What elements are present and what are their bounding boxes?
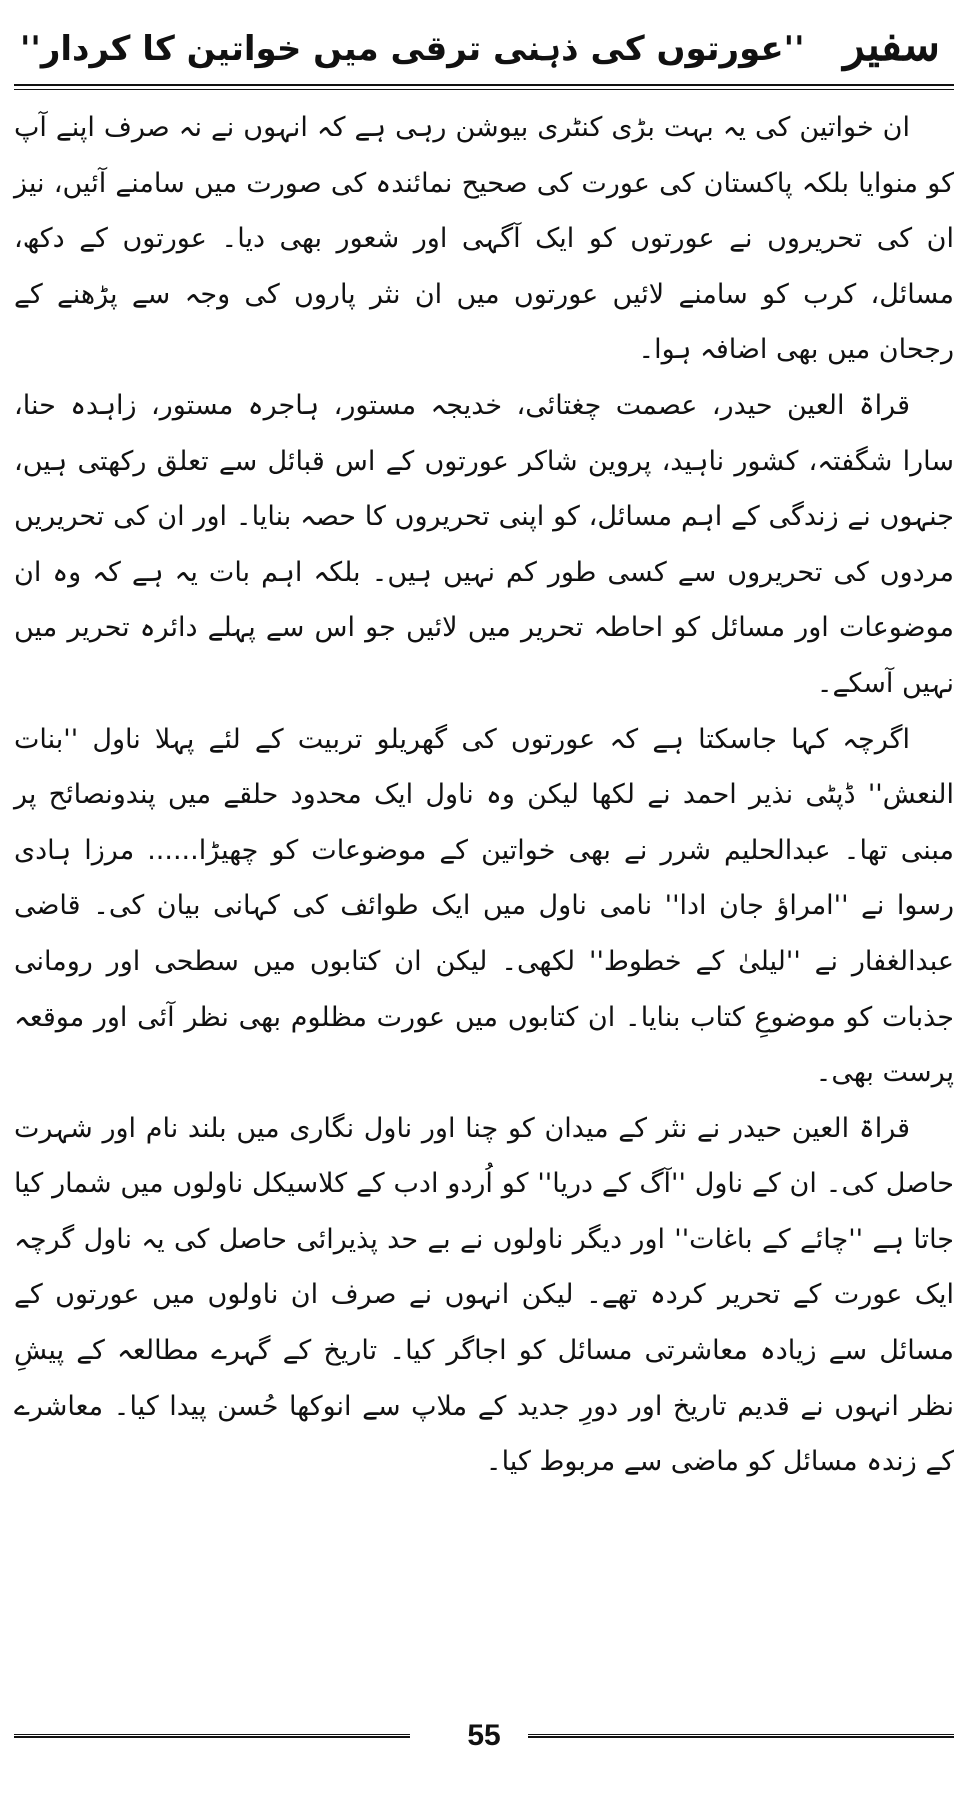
section-title: ''عورتوں کی ذہنی ترقی میں خواتین کا کردار'' xyxy=(20,29,805,69)
article-body xyxy=(14,100,954,1490)
paragraph-2: قراۃ العین حیدر، عصمت چغتائی، خدیجہ مستور، ہاجرہ مستور، زاہدہ حنا، سارا شگفتہ، کشور ناہید، پروین شاکر عورتوں کے اس قبائل سے تعلق رکھتی ہیں، جنہوں نے زندگی کے اہم مسائل، کو اپنی تحریروں کا حصہ بنایا۔ اور ان کی تحریریں مردوں کی تحریروں سے کسی طور کم نہیں ہیں۔ بلکہ اہم بات یہ ہے کہ وہ ان موضوعات اور مسائل کو احاطہ تحریر میں لائیں جو اس سے پہلے دائرہ تحریر میں نہیں آسکے۔ xyxy=(14,389,954,699)
header-divider-thin xyxy=(14,89,954,90)
paragraph-1: ان خواتین کی یہ بہت بڑی کنٹری بیوشن رہی ہے کہ انہوں نے نہ صرف اپنے آپ کو منوایا بلکہ پاکستان کی عورت کی صحیح نمائندہ کی صورت میں سامنے آئیں، نیز ان کی تحریروں نے عورتوں کو ایک آگہی اور شعور بھی دیا۔ عورتوں کے دکھ، مسائل، کرب کو سامنے لائیں عورتوں میں ان نثر پاروں کی وجہ سے پڑھنے کے رجحان میں بھی اضافہ ہوا۔ xyxy=(14,112,954,366)
page-footer xyxy=(14,1716,954,1756)
journal-name: سفیر xyxy=(843,20,940,71)
paragraph-3: اگرچہ کہا جاسکتا ہے کہ عورتوں کی گھریلو تربیت کے لئے پہلا ناول ''بنات النعش'' ڈپٹی نذیر احمد نے لکھا لیکن وہ ناول ایک محدود حلقے میں پندونصائح پر مبنی تھا۔ عبدالحلیم شرر نے بھی خواتین کے موضوعات کو چھیڑا...... مرزا ہادی رسوا نے ''امراؤ جان ادا'' نامی ناول میں ایک طوائف کی کہانی بیان کی۔ قاضی عبدالغفار نے ''لیلیٰ کے خطوط'' لکھی۔ لیکن ان کتابوں میں سطحی اور رومانی جذبات کو موضوعِ کتاب بنایا۔ ان کتابوں میں عورت مظلوم بھی نظر آئی اور موقعہ پرست بھی۔ xyxy=(14,723,954,1089)
page-header xyxy=(14,18,954,88)
page-number: 55 xyxy=(467,1719,501,1752)
header-divider xyxy=(14,84,954,86)
footer-rule-right xyxy=(528,1734,954,1738)
paragraph-4: قراۃ العین حیدر نے نثر کے میدان کو چنا اور ناول نگاری میں بلند نام اور شہرت حاصل کی۔ ان کے ناول ''آگ کے دریا'' کو اُردو ادب کے کلاسیکل ناولوں میں شمار کیا جاتا ہے ''چائے کے باغات'' اور دیگر ناولوں نے بے حد پذیرائی حاصل کی یہ ناول گرچہ ایک عورت کے تحریر کردہ تھے۔ لیکن انہوں نے صرف ان ناولوں میں عورتوں کے مسائل سے زیادہ معاشرتی مسائل کو اجاگر کیا۔ تاریخ کے گہرے مطالعہ کے پیشِ نظر انہوں نے قدیم تاریخ اور دورِ جدید کے ملاپ سے انوکھا حُسن پیدا کیا۔ معاشرے کے زندہ مسائل کو ماضی سے مربوط کیا۔ xyxy=(14,1112,954,1478)
